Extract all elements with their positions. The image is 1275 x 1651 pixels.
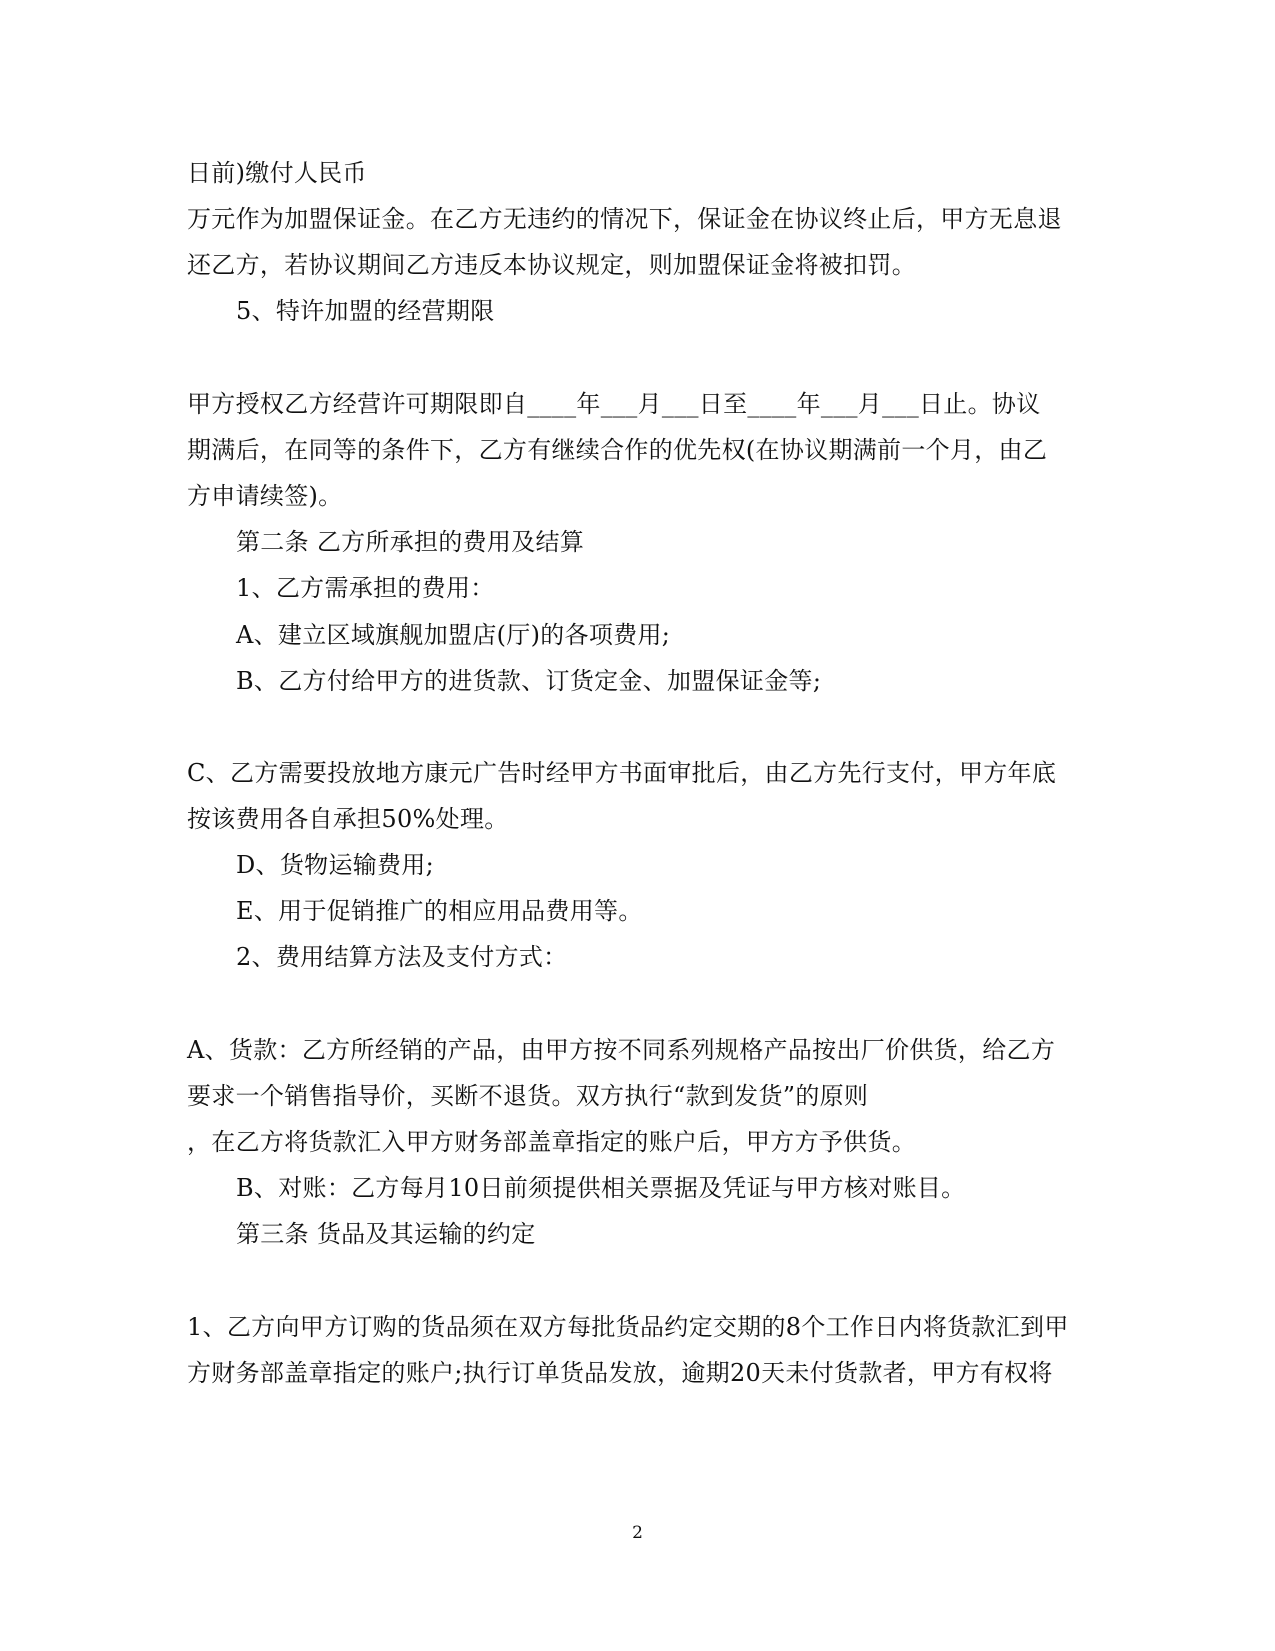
text-line: A、货款：乙方所经销的产品，由甲方按不同系列规格产品按出厂价供货，给乙方 xyxy=(187,1036,1056,1064)
page-number: 2 xyxy=(632,1523,643,1543)
text-line: B、对账：乙方每月10日前须提供相关票据及凭证与甲方核对账目。 xyxy=(236,1174,966,1202)
text-line: 方申请续签)。 xyxy=(187,482,343,510)
section-heading: 第三条 货品及其运输的约定 xyxy=(236,1220,536,1248)
text-line: 要求一个销售指导价，买断不退货。双方执行“款到发货”的原则 xyxy=(187,1082,869,1110)
text-line: 2、费用结算方法及支付方式： xyxy=(236,943,568,971)
text-line: D、货物运输费用; xyxy=(236,851,435,879)
text-line: 1、乙方需承担的费用： xyxy=(236,574,495,602)
text-line: 期满后，在同等的条件下，乙方有继续合作的优先权(在协议期满前一个月，由乙 xyxy=(187,436,1048,464)
text-line: E、用于促销推广的相应用品费用等。 xyxy=(236,897,643,925)
text-line: 甲方授权乙方经营许可期限即自____年___月___日至____年___月___日止。协议 xyxy=(187,390,1041,418)
text-line: 方财务部盖章指定的账户;执行订单货品发放，逾期20天未付货款者，甲方有权将 xyxy=(187,1359,1053,1387)
text-line: 还乙方，若协议期间乙方违反本协议规定，则加盟保证金将被扣罚。 xyxy=(187,251,916,279)
text-line: 万元作为加盟保证金。在乙方无违约的情况下，保证金在协议终止后，甲方无息退 xyxy=(187,205,1062,233)
text-line: ，在乙方将货款汇入甲方财务部盖章指定的账户后，甲方方予供货。 xyxy=(187,1128,916,1156)
text-line: 5、特许加盟的经营期限 xyxy=(236,297,495,325)
text-line: B、乙方付给甲方的进货款、订货定金、加盟保证金等; xyxy=(236,667,822,695)
text-line: 日前)缴付人民币 xyxy=(187,159,367,187)
text-line: 1、乙方向甲方订购的货品须在双方每批货品约定交期的8个工作日内将货款汇到甲 xyxy=(187,1313,1069,1341)
text-line: C、乙方需要投放地方康元广告时经甲方书面审批后，由乙方先行支付，甲方年底 xyxy=(187,759,1057,787)
section-heading: 第二条 乙方所承担的费用及结算 xyxy=(236,528,585,556)
text-line: A、建立区域旗舰加盟店(厅)的各项费用; xyxy=(236,621,671,649)
text-line: 按该费用各自承担50%处理。 xyxy=(187,805,509,833)
